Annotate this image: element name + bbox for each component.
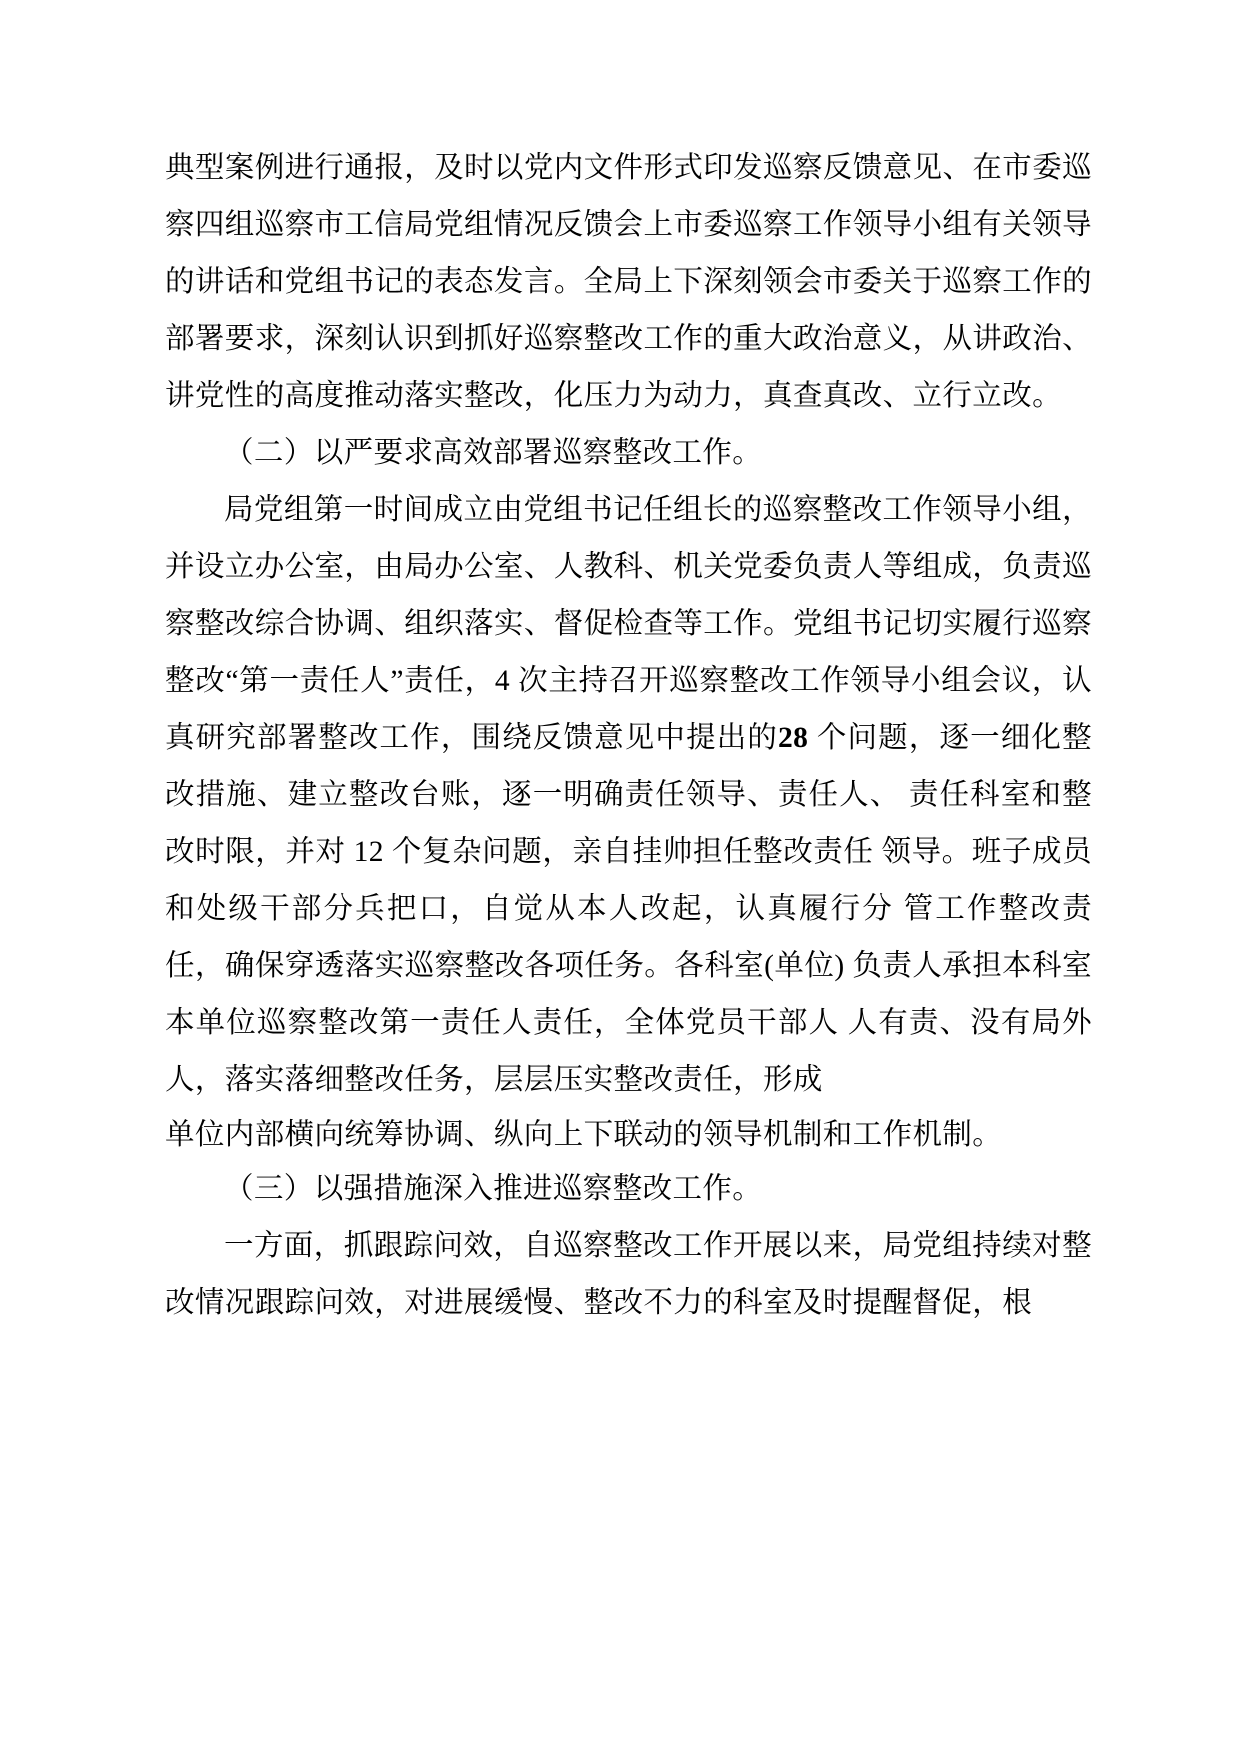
paragraph-coordination-mechanism: 单位内部横向统筹协调、纵向上下联动的领导机制和工作机制。 bbox=[165, 1119, 1003, 1151]
paragraph-heading-section-three: （三）以强措施深入推进巡察整改工作。 bbox=[224, 1173, 763, 1205]
paragraph-text-part-a: 局党组第一时间成立由党组书记任组长的巡察整改工作领导小组，并设立办公室，由局办公室、人教科、机关党委负责人等组成，负责巡察整改综合协调、组织落实、督促检查等工作。党组书记切实履行巡察整改“第一责任人”责任，4 次主持召开巡察整改工作领导小组会议，认真研究部署整改工作，围绕反馈意见中提出的 bbox=[165, 494, 1092, 754]
document-body bbox=[165, 140, 1092, 1332]
paragraph-typical-case-report: 典型案例进行通报，及时以党内文件形式印发巡察反馈意见、在市委巡察四组巡察市工信局党组情况反馈会上市委巡察工作领导小组有关领导的讲话和党组书记的表态发言。全局上下深刻领会市委关于巡察工作的部署要求，深刻认识到抓好巡察整改工作的重大政治意义，从讲政治、讲党性的高度推动落实整改，化压力为动力，真查真改、立行立改。 bbox=[165, 152, 1092, 412]
problem-count-bold: 28 bbox=[778, 722, 809, 754]
paragraph-follow-up-effectiveness: 一方面，抓跟踪问效，自巡察整改工作开展以来，局党组持续对整改情况跟踪问效，对进展缓慢、整改不力的科室及时提醒督促，根 bbox=[165, 1230, 1092, 1319]
paragraph-leading-group-setup bbox=[165, 482, 1092, 1109]
paragraph-text-part-b: 个问题，逐一细化整改措施、建立整改台账，逐一明确责任领导、责任人、 责任科室和整改时限，并对 12 个复杂问题，亲自挂帅担任整改责任 领导。班子成员和处级干部分兵把口，自觉从本人改起，认真履行分 管工作整改责任，确保穿透落实巡察整改各项任务。各科室(单位) 负责人承担本科室本单位巡察整改第一责任人责任，全体党员干部人 人有责、没有局外人，落实落细整改任务，层层压实整改责任，形成 bbox=[165, 722, 1092, 1096]
paragraph-heading-section-two: （二）以严要求高效部署巡察整改工作。 bbox=[224, 437, 763, 469]
